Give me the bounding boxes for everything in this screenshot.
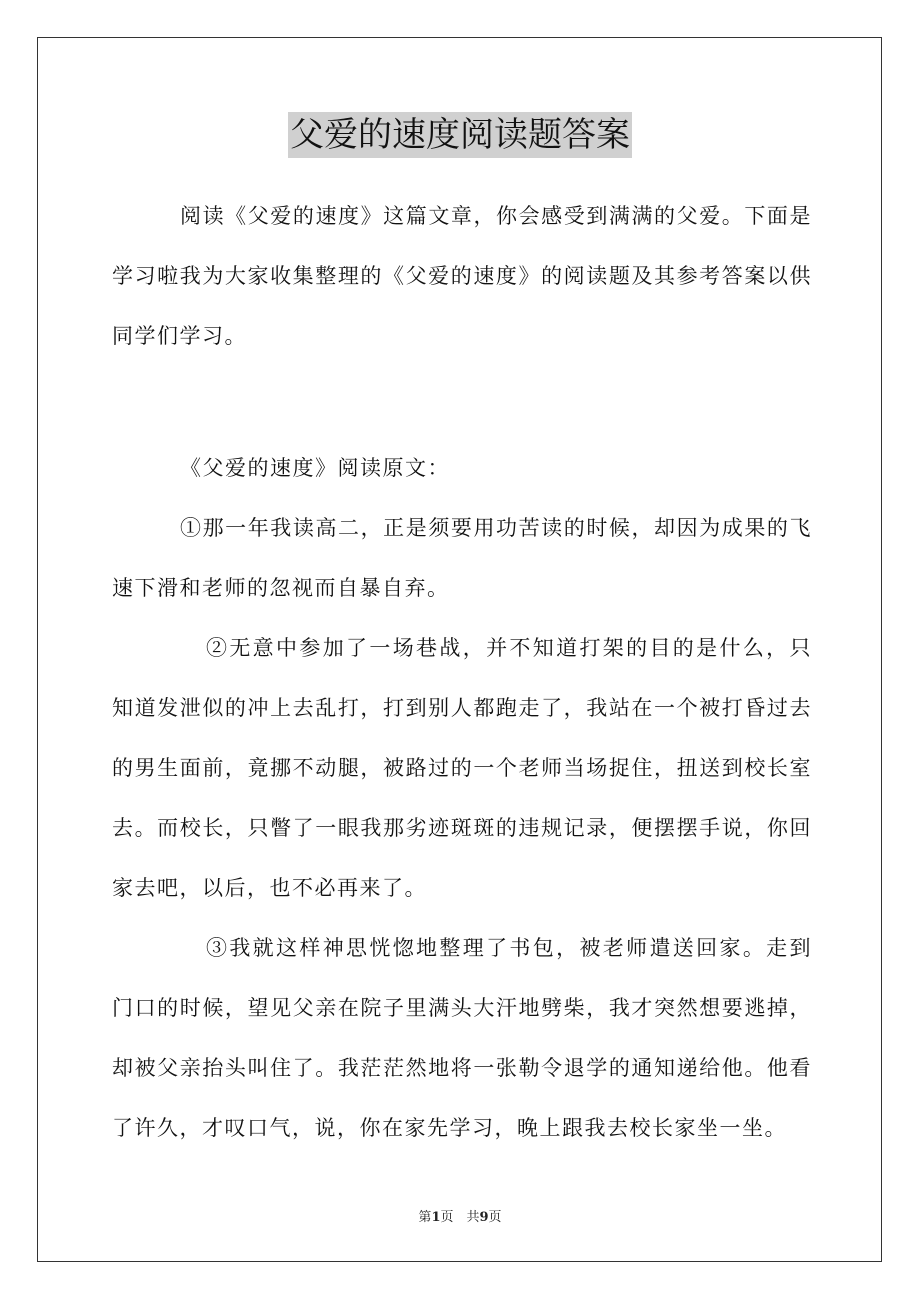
footer-page-total: 9 bbox=[479, 1210, 489, 1225]
document-title: 父爱的速度阅读题答案 bbox=[288, 112, 632, 158]
paragraph-gap bbox=[112, 366, 812, 438]
intro-paragraph: 阅读《父爱的速度》这篇文章，你会感受到满满的父爱。下面是学习啦我为大家收集整理的《父爱的速度》的阅读题及其参考答案以供同学们学习。 bbox=[112, 204, 812, 348]
footer-page-current: 1 bbox=[431, 1210, 441, 1225]
footer-page-mid: 页 共 bbox=[440, 1210, 480, 1225]
body-paragraph-1: ①那一年我读高二，正是须要用功苦读的时候，却因为成果的飞速下滑和老师的忽视而自暴自弃。 bbox=[112, 516, 812, 600]
title-block bbox=[0, 112, 920, 158]
body-paragraph-2: ②无意中参加了一场巷战，并不知道打架的目的是什么，只知道发泄似的冲上去乱打，打到别人都跑走了，我站在一个被打昏过去的男生面前，竟挪不动腿，被路过的一个老师当场捉住，扭送到校长室去。而校长，只瞥了一眼我那劣迹斑斑的违规记录，便摆摆手说，你回家去吧，以后，也不必再来了。 bbox=[112, 636, 812, 900]
footer-page-suffix: 页 bbox=[488, 1210, 502, 1225]
footer-page-prefix: 第 bbox=[418, 1210, 432, 1225]
body-paragraph-3: ③我就这样神思恍惚地整理了书包，被老师遣送回家。走到门口的时候，望见父亲在院子里满头大汗地劈柴，我才突然想要逃掉，却被父亲抬头叫住了。我茫茫然地将一张勒令退学的通知递给他。他看了许久，才叹口气，说，你在家先学习，晚上跟我去校长家坐一坐。 bbox=[112, 936, 812, 1140]
document-body bbox=[112, 186, 812, 1158]
section-heading: 《父爱的速度》阅读原文： bbox=[180, 456, 450, 480]
page-footer bbox=[0, 1206, 920, 1225]
